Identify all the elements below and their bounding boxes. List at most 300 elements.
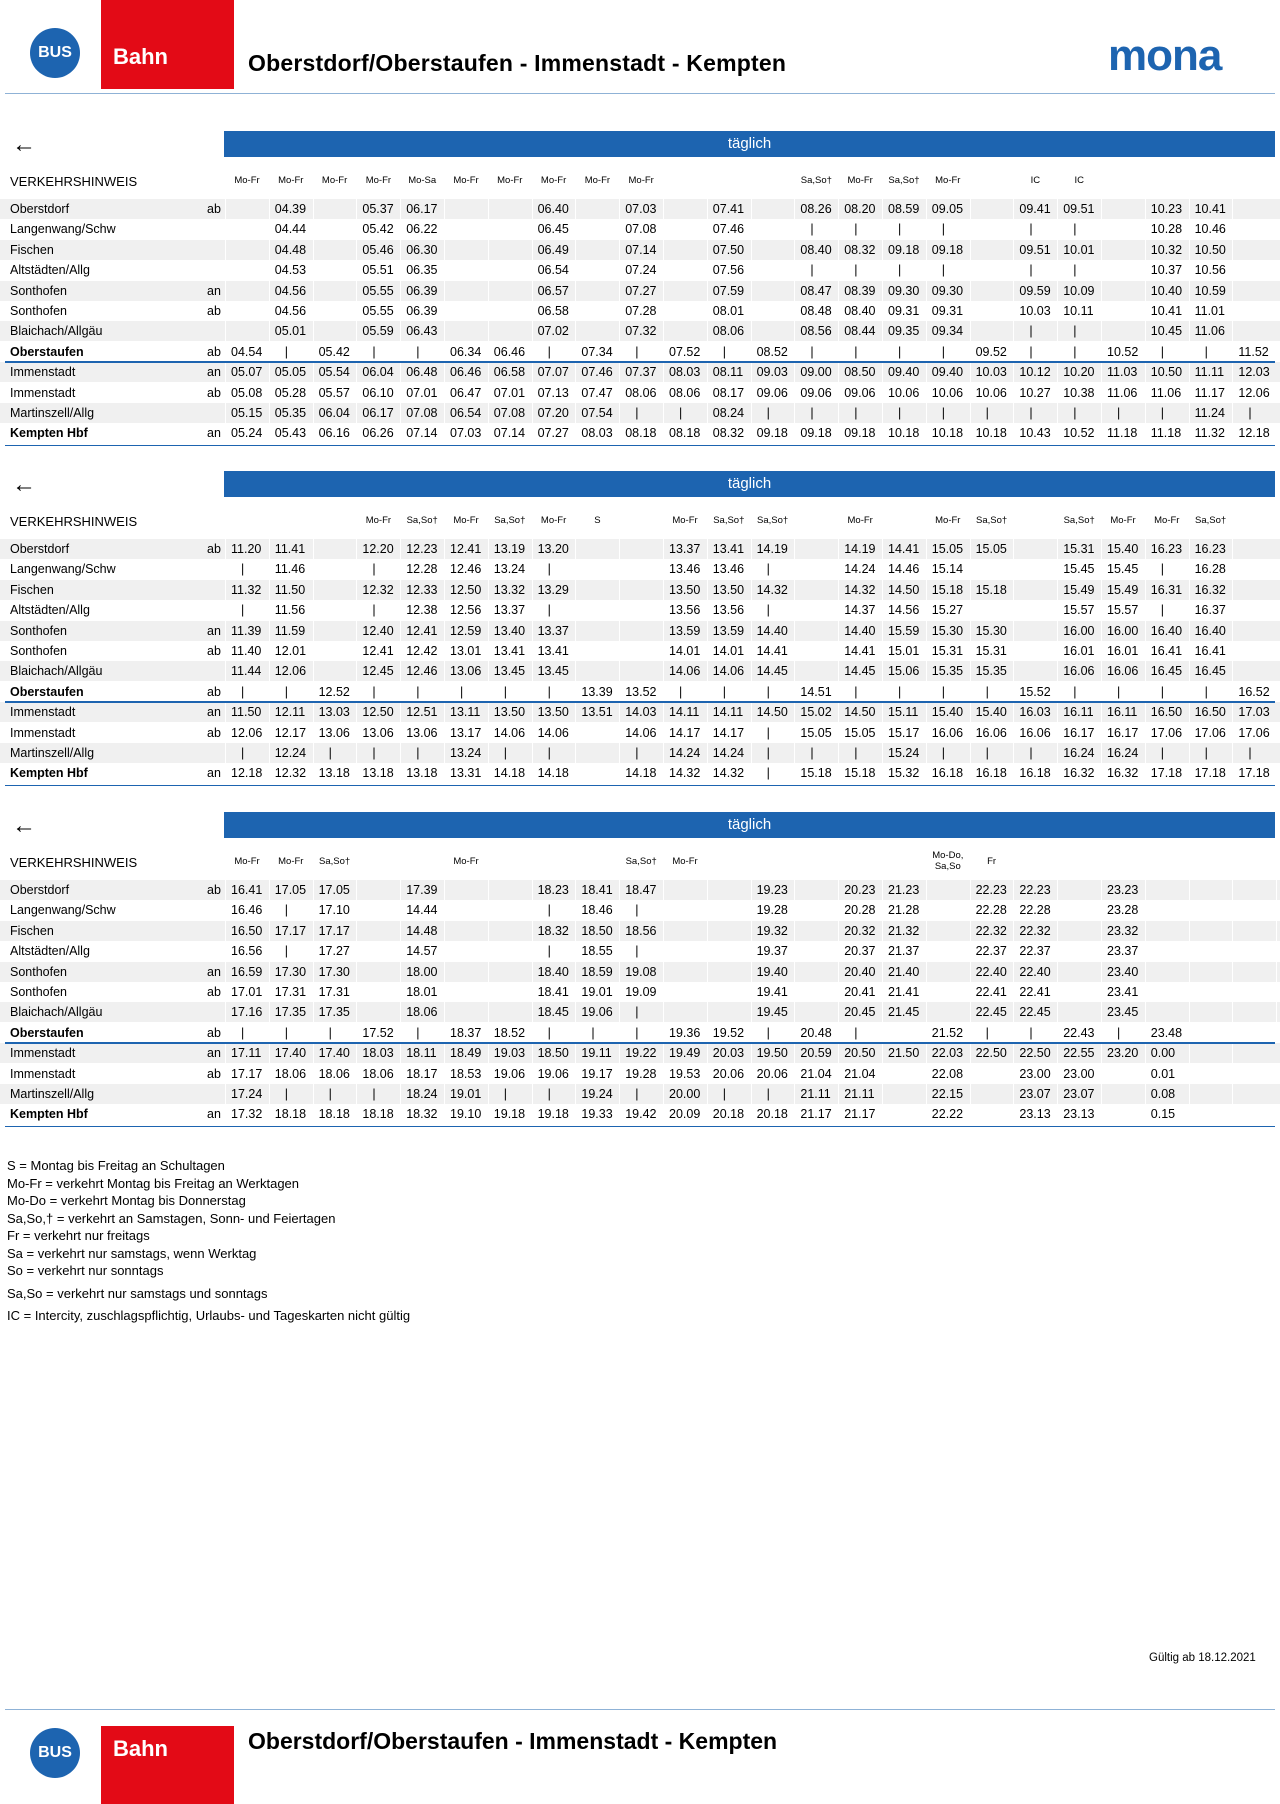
time-cell: 16.01 <box>1107 644 1139 658</box>
time-cell: | <box>941 263 946 278</box>
column-separator <box>926 962 927 982</box>
column-separator <box>532 962 533 982</box>
time-cell: 10.06 <box>975 385 1007 400</box>
time-cell: 10.52 <box>1107 344 1139 359</box>
time-cell: | <box>941 406 946 420</box>
column-separator <box>663 423 664 443</box>
time-cell: | <box>766 406 770 420</box>
column-separator <box>225 260 226 280</box>
time-cell: 16.40 <box>1194 623 1226 638</box>
time-cell: 18.41 <box>537 985 569 999</box>
column-separator <box>532 702 533 722</box>
column-separator <box>313 962 314 982</box>
column-separator <box>882 580 883 600</box>
column-separator <box>794 403 795 423</box>
time-cell: 12.11 <box>274 705 306 720</box>
column-separator <box>1232 723 1233 743</box>
time-cell: 08.18 <box>625 426 657 441</box>
column-separator <box>882 539 883 559</box>
column-separator <box>1057 682 1058 702</box>
column-separator <box>532 403 533 423</box>
column-separator <box>838 641 839 661</box>
column-separator <box>970 260 971 280</box>
column-separator <box>751 342 752 362</box>
column-separator <box>356 962 357 982</box>
column-separator <box>313 321 314 341</box>
column-separator <box>1189 281 1190 301</box>
time-cell: 15.05 <box>931 542 964 556</box>
station-row <box>0 403 1280 423</box>
column-separator <box>970 743 971 763</box>
station-name: Langenwang/Schw <box>10 222 116 237</box>
page-header <box>0 0 1280 96</box>
column-separator <box>532 1104 533 1124</box>
time-cell: 15.18 <box>931 582 964 597</box>
column-separator <box>1145 199 1146 219</box>
column-separator <box>882 559 883 579</box>
column-separator <box>1232 1064 1233 1084</box>
arrival-departure-flag: ab <box>207 304 221 318</box>
time-cell: 17.17 <box>318 923 350 938</box>
column-separator <box>707 1064 708 1084</box>
time-cell: 22.50 <box>1019 1046 1051 1061</box>
time-cell: 18.59 <box>581 964 613 979</box>
time-cell: 13.50 <box>537 705 569 720</box>
time-cell: 09.35 <box>888 324 920 339</box>
daily-banner: täglich <box>224 812 1275 838</box>
time-cell: | <box>722 1087 727 1101</box>
time-cell: 15.01 <box>888 644 920 658</box>
station-name: Oberstaufen <box>10 684 84 699</box>
time-cell: 08.01 <box>712 304 745 318</box>
column-separator <box>794 559 795 579</box>
column-separator <box>1232 260 1233 280</box>
column-separator <box>1232 1104 1233 1124</box>
column-separator <box>838 743 839 763</box>
table-bottom-line <box>5 445 1275 446</box>
column-separator <box>400 600 401 620</box>
time-cell: 13.59 <box>669 623 701 638</box>
time-cell: 15.30 <box>931 623 964 638</box>
column-separator <box>882 1064 883 1084</box>
column-separator <box>1013 362 1014 382</box>
column-separator <box>488 941 489 961</box>
column-separator <box>1013 423 1014 443</box>
time-cell: 16.18 <box>931 766 964 781</box>
time-cell: 17.31 <box>274 985 307 999</box>
column-separator <box>619 641 620 661</box>
time-cell: 17.06 <box>1238 725 1270 740</box>
time-cell: 07.14 <box>406 426 438 441</box>
time-cell: 14.48 <box>406 923 438 938</box>
column-separator <box>356 1064 357 1084</box>
column-separator <box>1013 1002 1014 1022</box>
column-separator <box>444 1023 445 1043</box>
column-separator <box>356 880 357 900</box>
time-cell: | <box>1073 324 1077 339</box>
time-cell: 13.03 <box>318 705 350 720</box>
column-separator <box>1101 423 1102 443</box>
time-cell: 16.06 <box>975 725 1007 740</box>
column-separator <box>575 661 576 681</box>
time-cell: 22.45 <box>975 1005 1007 1020</box>
column-separator <box>1189 702 1190 722</box>
column-separator <box>313 423 314 443</box>
column-separator <box>1101 1084 1102 1104</box>
time-cell: 18.06 <box>406 1005 438 1020</box>
column-separator <box>269 941 270 961</box>
time-cell: | <box>416 1025 420 1040</box>
arrival-departure-flag: ab <box>207 385 221 400</box>
time-cell: 12.50 <box>362 705 394 720</box>
column-separator <box>663 403 664 423</box>
arrival-departure-flag: ab <box>207 883 221 897</box>
column-separator <box>1189 941 1190 961</box>
time-cell: | <box>416 684 420 699</box>
column-separator <box>707 1002 708 1022</box>
time-cell: 13.29 <box>537 582 569 597</box>
service-note: Mo-Fr <box>365 175 392 186</box>
service-note: Sa,So† <box>976 515 1008 526</box>
column-separator <box>225 1064 226 1084</box>
column-separator <box>882 661 883 681</box>
column-separator <box>313 1104 314 1124</box>
time-cell: 07.20 <box>537 406 569 420</box>
legend-item: So = verkehrt nur sonntags <box>7 1263 164 1278</box>
column-separator <box>707 962 708 982</box>
time-cell: 19.42 <box>625 1107 657 1122</box>
column-separator <box>1013 962 1014 982</box>
column-separator <box>1189 743 1190 763</box>
time-cell: 12.51 <box>406 705 438 720</box>
column-separator <box>313 702 314 722</box>
column-separator <box>751 240 752 260</box>
arrival-departure-flag: ab <box>207 202 221 216</box>
time-cell: 09.34 <box>931 324 964 339</box>
column-separator <box>1013 661 1014 681</box>
bus-logo <box>30 28 80 78</box>
service-note: Mo-Fr <box>540 175 567 186</box>
time-cell: | <box>898 406 902 420</box>
time-cell: 12.01 <box>274 644 307 658</box>
column-separator <box>926 702 927 722</box>
column-separator <box>1013 982 1014 1002</box>
column-separator <box>707 900 708 920</box>
column-separator <box>1057 921 1058 941</box>
column-separator <box>1013 383 1014 403</box>
column-separator <box>356 982 357 1002</box>
time-cell: 15.57 <box>1063 603 1095 618</box>
column-separator <box>356 199 357 219</box>
column-separator <box>1145 219 1146 239</box>
time-cell: 21.41 <box>888 985 920 999</box>
column-separator <box>707 621 708 641</box>
column-separator <box>926 260 927 280</box>
column-separator <box>532 900 533 920</box>
time-cell: 12.20 <box>362 542 394 556</box>
station-name: Kempten Hbf <box>10 766 88 781</box>
column-separator <box>838 199 839 219</box>
column-separator <box>663 580 664 600</box>
arrival-departure-flag: an <box>207 964 221 979</box>
service-note: Mo-Fr <box>672 515 698 526</box>
time-cell: 11.52 <box>1238 344 1269 359</box>
time-cell: | <box>635 1025 639 1040</box>
column-separator <box>882 941 883 961</box>
time-cell: 13.40 <box>493 623 526 638</box>
column-separator <box>882 723 883 743</box>
time-cell: 15.05 <box>975 542 1007 556</box>
column-separator <box>313 403 314 423</box>
column-separator <box>794 1084 795 1104</box>
time-cell: 07.13 <box>537 385 569 400</box>
column-separator <box>619 1023 620 1043</box>
column-separator <box>751 281 752 301</box>
time-cell: 16.45 <box>1150 664 1183 679</box>
time-cell: 17.11 <box>231 1046 262 1061</box>
column-separator <box>225 362 226 382</box>
column-separator <box>444 962 445 982</box>
column-separator <box>619 1064 620 1084</box>
time-cell: 07.28 <box>625 304 657 318</box>
service-note: Mo-Fr <box>321 175 348 186</box>
column-separator <box>794 941 795 961</box>
column-separator <box>1057 539 1058 559</box>
time-cell: 11.56 <box>274 603 306 618</box>
column-separator <box>225 962 226 982</box>
column-separator <box>313 600 314 620</box>
time-cell: 10.06 <box>931 385 964 400</box>
time-cell: 05.42 <box>362 222 394 237</box>
time-cell: | <box>547 562 551 577</box>
service-note: Mo-Fr <box>234 856 260 867</box>
column-separator <box>1232 580 1233 600</box>
time-cell: 16.06 <box>1107 664 1139 679</box>
column-separator <box>1013 682 1014 702</box>
column-separator <box>838 1064 839 1084</box>
column-separator <box>794 880 795 900</box>
column-separator <box>1232 900 1233 920</box>
column-separator <box>970 199 971 219</box>
column-separator <box>269 403 270 423</box>
column-separator <box>926 982 927 1002</box>
arrival-departure-flag: an <box>207 623 221 638</box>
time-cell: | <box>547 684 551 699</box>
column-separator <box>619 281 620 301</box>
time-cell: 17.27 <box>318 944 350 959</box>
time-cell: | <box>635 903 639 918</box>
time-cell: 12.24 <box>274 746 307 760</box>
time-cell: 17.18 <box>1238 766 1270 781</box>
time-cell: 19.01 <box>581 985 613 999</box>
time-cell: 12.46 <box>406 664 438 679</box>
station-row <box>0 682 1280 702</box>
time-cell: 12.59 <box>450 623 482 638</box>
column-separator <box>1101 362 1102 382</box>
column-separator <box>1057 900 1058 920</box>
column-separator <box>532 1023 533 1043</box>
column-separator <box>1232 559 1233 579</box>
time-cell: | <box>547 1025 551 1040</box>
column-separator <box>269 900 270 920</box>
time-cell: 12.06 <box>231 725 263 740</box>
time-cell: 13.46 <box>712 562 745 577</box>
time-cell: 16.32 <box>1063 766 1095 781</box>
column-separator <box>575 1023 576 1043</box>
column-separator <box>663 661 664 681</box>
column-separator <box>225 423 226 443</box>
column-separator <box>619 1043 620 1063</box>
time-cell: 19.49 <box>669 1046 701 1061</box>
station-name: Sonthofen <box>10 964 67 979</box>
arrival-departure-flag: an <box>207 1046 221 1061</box>
column-separator <box>1057 260 1058 280</box>
column-separator <box>532 383 533 403</box>
time-cell: 04.39 <box>274 202 307 216</box>
column-separator <box>444 559 445 579</box>
column-separator <box>532 682 533 702</box>
time-cell: 13.18 <box>406 766 438 781</box>
column-separator <box>269 962 270 982</box>
column-separator <box>882 403 883 423</box>
service-note: Mo-Fr <box>278 856 304 867</box>
column-separator <box>882 982 883 1002</box>
time-cell: | <box>372 603 376 618</box>
time-cell: 12.41 <box>406 623 438 638</box>
valid-from: Gültig ab 18.12.2021 <box>1149 1652 1256 1664</box>
time-cell: | <box>854 684 858 699</box>
column-separator <box>1232 301 1233 321</box>
column-separator <box>356 900 357 920</box>
column-separator <box>970 641 971 661</box>
time-cell: 22.08 <box>931 1066 964 1081</box>
station-name: Blaichach/Allgäu <box>10 324 103 339</box>
column-separator <box>225 941 226 961</box>
column-separator <box>269 661 270 681</box>
time-cell: 07.46 <box>712 222 745 237</box>
column-separator <box>1232 423 1233 443</box>
time-cell: 10.27 <box>1019 385 1051 400</box>
column-separator <box>926 342 927 362</box>
column-separator <box>225 743 226 763</box>
time-cell: 14.40 <box>844 623 876 638</box>
column-separator <box>838 661 839 681</box>
column-separator <box>1189 1023 1190 1043</box>
time-cell: 18.40 <box>537 964 569 979</box>
column-separator <box>707 423 708 443</box>
time-cell: 15.59 <box>888 623 920 638</box>
time-cell: 09.31 <box>888 304 920 318</box>
time-cell: | <box>328 746 332 760</box>
column-separator <box>444 982 445 1002</box>
column-separator <box>1057 723 1058 743</box>
time-cell: 06.40 <box>537 202 569 216</box>
time-cell: 05.24 <box>231 426 263 441</box>
time-cell: 18.47 <box>625 883 657 897</box>
time-cell: 09.18 <box>931 242 964 257</box>
service-note: Sa,So† <box>757 515 789 526</box>
time-cell: 12.45 <box>362 664 394 679</box>
column-separator <box>663 600 664 620</box>
station-name: Sonthofen <box>10 623 67 638</box>
station-row <box>0 641 1280 661</box>
time-cell: 14.06 <box>669 664 701 679</box>
column-separator <box>663 621 664 641</box>
column-separator <box>619 880 620 900</box>
column-separator <box>970 342 971 362</box>
route-title: Oberstdorf/Oberstaufen - Immenstadt - Kempten <box>248 50 787 76</box>
time-cell: 19.17 <box>581 1066 613 1081</box>
column-separator <box>313 559 314 579</box>
time-cell: 15.30 <box>975 623 1007 638</box>
time-cell: 07.27 <box>537 426 569 441</box>
column-separator <box>1232 621 1233 641</box>
column-separator <box>794 661 795 681</box>
column-separator <box>575 342 576 362</box>
time-cell: 08.48 <box>800 304 832 318</box>
station-row <box>0 1023 1280 1043</box>
column-separator <box>400 641 401 661</box>
column-separator <box>926 941 927 961</box>
time-cell: 18.53 <box>450 1066 482 1081</box>
column-separator <box>751 559 752 579</box>
column-separator <box>619 383 620 403</box>
time-cell: 07.59 <box>712 283 745 298</box>
time-cell: 15.11 <box>888 705 919 720</box>
column-separator <box>356 941 357 961</box>
time-cell: 17.24 <box>231 1087 263 1101</box>
column-separator <box>751 301 752 321</box>
time-cell: | <box>898 222 902 237</box>
service-note: Mo-Sa <box>408 175 437 186</box>
column-separator <box>575 723 576 743</box>
column-separator <box>488 580 489 600</box>
column-separator <box>751 1043 752 1063</box>
time-cell: | <box>1117 1025 1121 1040</box>
time-cell: 13.56 <box>712 603 745 618</box>
column-separator <box>444 1043 445 1063</box>
column-separator <box>1013 403 1014 423</box>
column-separator <box>619 682 620 702</box>
column-separator <box>1101 301 1102 321</box>
time-cell: | <box>635 746 639 760</box>
column-separator <box>356 240 357 260</box>
time-cell: 21.45 <box>888 1005 920 1020</box>
column-separator <box>1101 321 1102 341</box>
time-cell: 11.20 <box>231 542 262 556</box>
column-separator <box>575 962 576 982</box>
station-name: Fischen <box>10 242 54 257</box>
column-separator <box>488 383 489 403</box>
column-separator <box>1013 641 1014 661</box>
back-arrow-icon: ← <box>12 812 36 839</box>
station-row <box>0 921 1280 941</box>
column-separator <box>400 423 401 443</box>
time-cell: 09.41 <box>1019 202 1051 216</box>
column-separator <box>1189 661 1190 681</box>
column-separator <box>663 219 664 239</box>
time-cell: | <box>1029 222 1033 237</box>
time-cell: 06.57 <box>537 283 569 298</box>
service-note: S <box>594 515 601 526</box>
column-separator <box>532 1064 533 1084</box>
time-cell: 06.39 <box>406 283 438 298</box>
column-separator <box>794 219 795 239</box>
time-cell: 23.32 <box>1107 923 1139 938</box>
time-cell: 12.03 <box>1238 365 1270 380</box>
time-cell: | <box>547 746 551 760</box>
time-cell: 20.41 <box>844 985 876 999</box>
